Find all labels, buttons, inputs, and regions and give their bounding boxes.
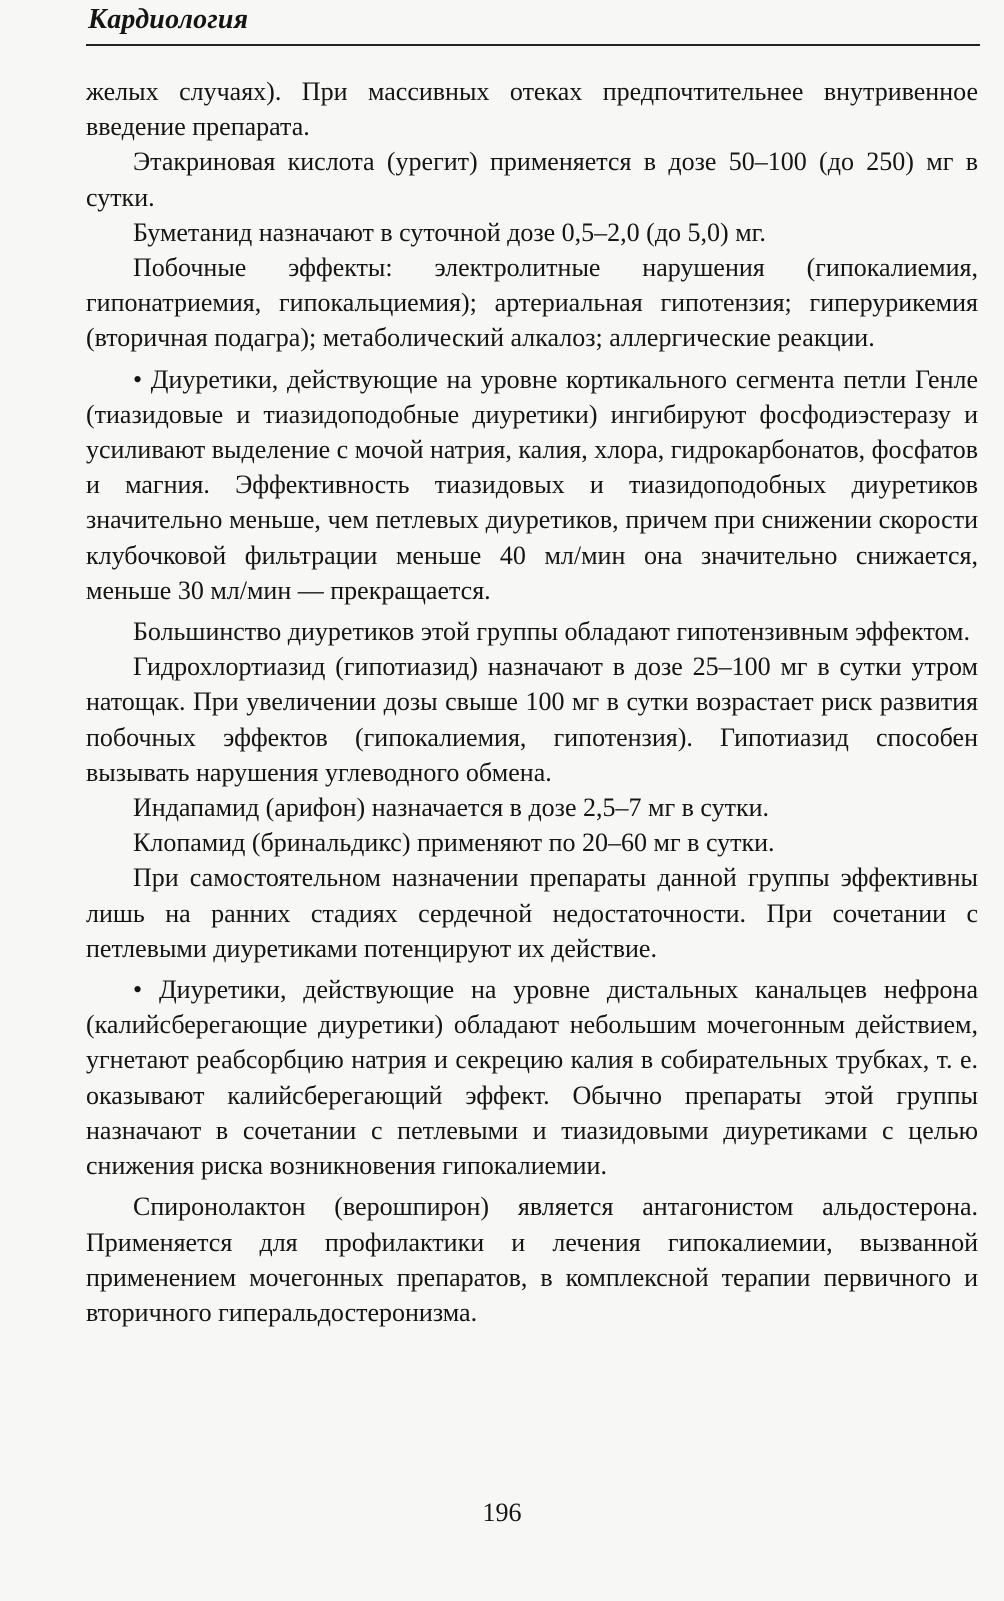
header-divider bbox=[86, 44, 980, 46]
paragraph-monotherapy: При самостоятельном назначении препараты данной группы эффективны лишь на ранних стадиях сердечной недостаточности. При сочетании с петлевыми диуретиками потенцируют их действие. bbox=[86, 863, 978, 963]
paragraph-side-effects: Побочные эффекты: электролитные нарушения (гипокалиемия, гипонатриемия, гипокальциемия); артериальная гипотензия; гиперурикемия (вторичная подагра); метаболический алкалоз; аллергические реакции. bbox=[86, 253, 978, 353]
paragraph-hypotensive-effect: Большинство диуретиков этой группы обладают гипотензивным эффектом. bbox=[133, 617, 970, 647]
paragraph-spironolactone: Спиронолактон (верошпирон) является антагонистом альдостерона. Применяется для профилактики и лечения гипокалиемии, вызванной применением мочегонных препаратов, в комплексной терапии первичного и вторичного гиперальдостеронизма. bbox=[86, 1192, 978, 1327]
paragraph-potassium-sparing: • Диуретики, действующие на уровне дистальных канальцев нефрона (калийсберегающие диуретики) обладают небольшим мочегонным действием, угнетают реабсорбцию натрия и секрецию калия в собирательных трубках, т. е. оказывают калийсберегающий эффект. Обычно препараты этой группы назначают в сочетании с петлевыми и тиазидовыми диуретиками с целью снижения риска возникновения гипокалиемии. bbox=[86, 975, 978, 1181]
paragraph-indapamide: Индапамид (арифон) назначается в дозе 2,5–7 мг в сутки. bbox=[133, 793, 769, 823]
paragraph-continuation: желых случаях). При массивных отеках предпочтительнее внутривенное введение препарата. bbox=[86, 77, 978, 142]
paragraph-bumetanide: Буметанид назначают в суточной дозе 0,5–2,0 (до 5,0) мг. bbox=[133, 217, 766, 247]
running-header: Кардиология bbox=[88, 4, 249, 35]
paragraph-clopamide: Клопамид (бринальдикс) применяют по 20–60 мг в сутки. bbox=[133, 828, 775, 858]
paragraph-hydrochlorothiazide: Гидрохлортиазид (гипотиазид) назначают в дозе 25–100 мг в сутки утром натощак. При увеличении дозы свыше 100 мг в сутки возрастает риск развития побочных эффектов (гипокалиемия, гипотензия). Гипотиазид способен вызывать нарушения углеводного обмена. bbox=[86, 652, 978, 787]
body-text bbox=[86, 74, 978, 1330]
paragraph-etacrynic-acid: Этакриновая кислота (урегит) применяется в дозе 50–100 (до 250) мг в сутки. bbox=[86, 147, 978, 212]
paragraph-thiazide-diuretics: • Диуретики, действующие на уровне кортикального сегмента петли Генле (тиазидовые и тиазидоподобные диуретики) ингибируют фосфодиэстеразу и усиливают выделение с мочой натрия, калия, хлора, гидрокарбонатов, фосфатов и магния. Эффективность тиазидовых и тиазидоподобных диуретиков значительно меньше, чем петлевых диуретиков, причем при снижении скорости клубочковой фильтрации меньше 40 мл/мин она значительно снижается, меньше 30 мл/мин — прекращается. bbox=[86, 364, 978, 605]
page-number: 196 bbox=[482, 1498, 522, 1527]
